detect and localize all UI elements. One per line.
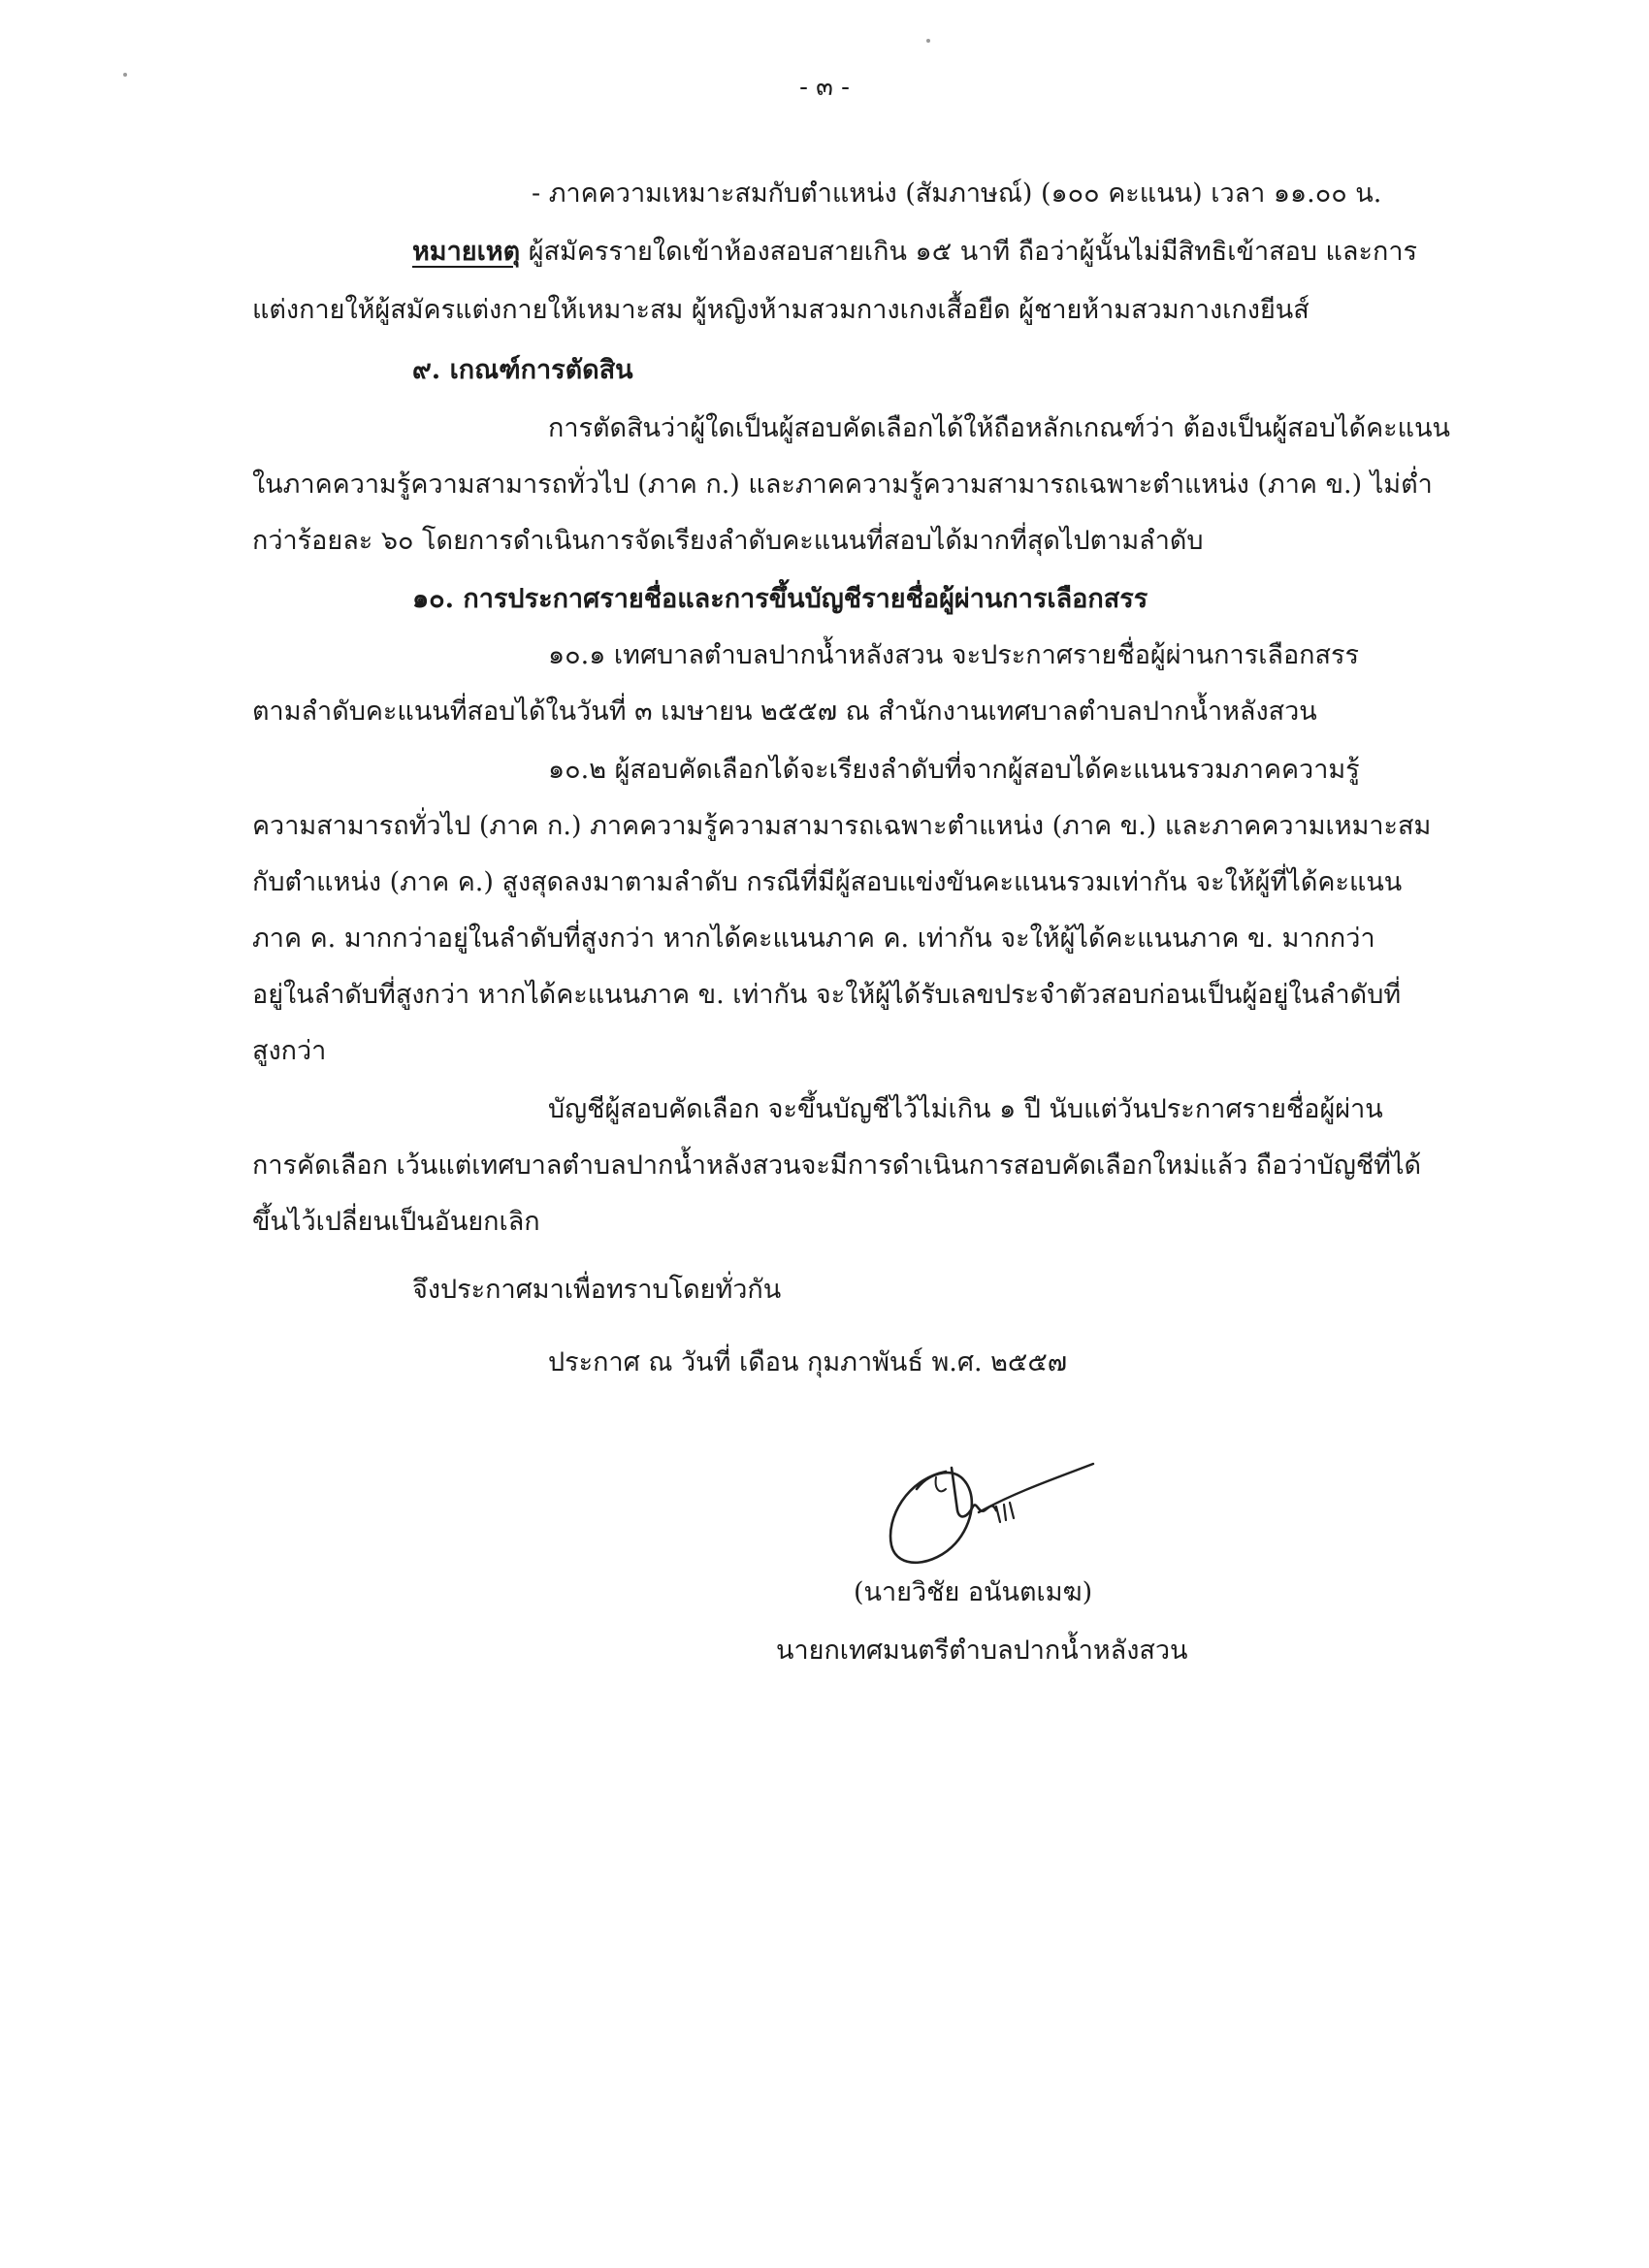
heading-judging-criteria: ๙. เกณฑ์การตัดสิน (412, 355, 633, 385)
line-10-1-b: ตามลำดับคะแนนที่สอบได้ในวันที่ ๓ เมษายน ๒๕๕๗ ณ สำนักงานเทศบาลตำบลปากน้ำหลังสวน (252, 697, 1317, 727)
signature-image (878, 1450, 1101, 1576)
line-10-2-f: สูงกว่า (252, 1036, 327, 1066)
line-10-2-c: กับตำแหน่ง (ภาค ค.) สูงสุดลงมาตามลำดับ กรณีที่มีผู้สอบแข่งขันคะแนนรวมเท่ากัน จะให้ผู้ที่ได้คะแนน (252, 867, 1403, 897)
scan-speck (123, 73, 127, 77)
line-list-validity-c: ขึ้นไว้เปลี่ยนเป็นอันยกเลิก (252, 1207, 540, 1237)
line-10-1-a: ๑๐.๑ เทศบาลตำบลปากน้ำหลังสวน จะประกาศรายชื่อผู้ผ่านการเลือกสรร (548, 640, 1360, 670)
line-10-2-d: ภาค ค. มากกว่าอยู่ในลำดับที่สูงกว่า หากได้คะแนนภาค ค. เท่ากัน จะให้ผู้ได้คะแนนภาค ข. มากกว่า (252, 923, 1375, 954)
line-announcement-date: ประกาศ ณ วันที่ เดือน กุมภาพันธ์ พ.ศ. ๒๕๕๗ (548, 1347, 1068, 1377)
line-closing: จึงประกาศมาเพื่อทราบโดยทั่วกัน (412, 1275, 782, 1305)
line-criteria-3: กว่าร้อยละ ๖๐ โดยการดำเนินการจัดเรียงลำดับคะแนนที่สอบได้มากที่สุดไปตามลำดับ (252, 526, 1204, 556)
line-10-2-a: ๑๐.๒ ผู้สอบคัดเลือกได้จะเรียงลำดับที่จากผู้สอบได้คะแนนรวมภาคความรู้ (548, 755, 1360, 785)
line-list-validity-b: การคัดเลือก เว้นแต่เทศบาลตำบลปากน้ำหลังสวนจะมีการดำเนินการสอบคัดเลือกใหม่แล้ว ถือว่าบัญชีที่ได้ (252, 1150, 1422, 1181)
line-note (412, 233, 1417, 272)
line-list-validity-a: บัญชีผู้สอบคัดเลือก จะขึ้นบัญชีไว้ไม่เกิน ๑ ปี นับแต่วันประกาศรายชื่อผู้ผ่าน (548, 1094, 1383, 1124)
page-number: - ๓ - (799, 73, 850, 102)
line-dress-code: แต่งกายให้ผู้สมัครแต่งกายให้เหมาะสม ผู้หญิงห้ามสวมกางเกงเสื้อยืด ผู้ชายห้ามสวมกางเกงยีนส์ (252, 295, 1310, 325)
line-interview-section: - ภาคความเหมาะสมกับตำแหน่ง (สัมภาษณ์) (๑๐๐ คะแนน) เวลา ๑๑.๐๐ น. (532, 178, 1382, 209)
line-10-2-b: ความสามารถทั่วไป (ภาค ก.) ภาคความรู้ความสามารถเฉพาะตำแหน่ง (ภาค ข.) และภาคความเหมาะสม (252, 811, 1432, 841)
heading-announcement: ๑๐. การประกาศรายชื่อและการขึ้นบัญชีรายชื่อผู้ผ่านการเลือกสรร (412, 584, 1148, 614)
line-10-2-e: อยู่ในลำดับที่สูงกว่า หากได้คะแนนภาค ข. เท่ากัน จะให้ผู้ได้รับเลขประจำตัวสอบก่อนเป็นผู้อยู่ในลำดับที่ (252, 980, 1402, 1010)
signer-title: นายกเทศมนตรีตำบลปากน้ำหลังสวน (776, 1636, 1188, 1666)
scan-speck (926, 39, 930, 43)
note-label: หมายเหตุ (412, 237, 521, 267)
line-criteria-2: ในภาคความรู้ความสามารถทั่วไป (ภาค ก.) และภาคความรู้ความสามารถเฉพาะตำแหน่ง (ภาค ข.) ไม่ต่ำ (252, 470, 1433, 500)
line-criteria-1: การตัดสินว่าผู้ใดเป็นผู้สอบคัดเลือกได้ให้ถือหลักเกณฑ์ว่า ต้องเป็นผู้สอบได้คะแนน (548, 413, 1450, 443)
note-text: ผู้สมัครรายใดเข้าห้องสอบสายเกิน ๑๕ นาที ถือว่าผู้นั้นไม่มีสิทธิเข้าสอบ และการ (528, 237, 1417, 267)
signer-name: (นายวิชัย อนันตเมฆ) (854, 1577, 1093, 1607)
